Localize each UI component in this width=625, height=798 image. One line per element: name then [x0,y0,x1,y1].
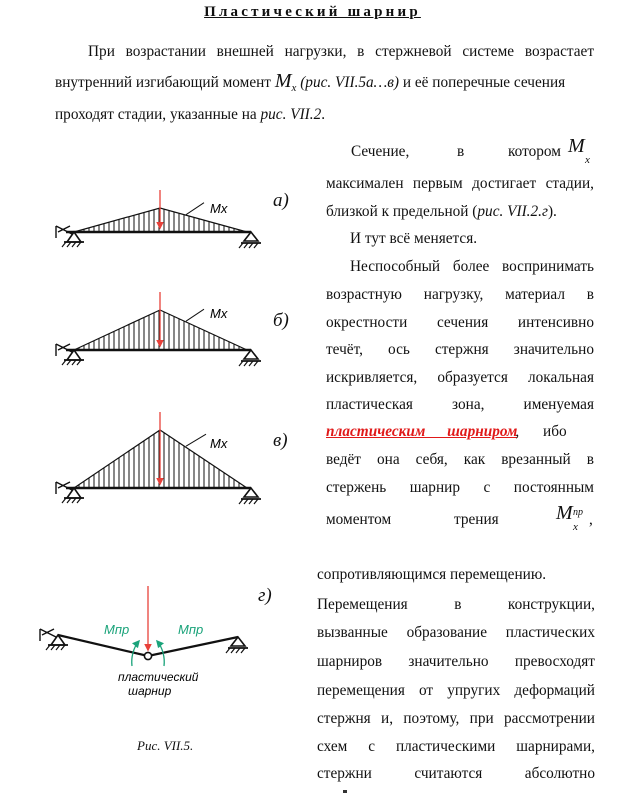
support-triangle [244,232,258,241]
right-line-13: стержень шарнир с постоянным [326,479,594,496]
lower-line-8: стержни считаются абсолютно [317,765,595,782]
mx-label-a: Mx [210,201,228,216]
support-triangle [244,350,258,359]
support-triangle [67,232,81,242]
beam-diagram-a [56,190,261,248]
lower-line-4: шарниров значительно превосходят [317,653,595,670]
right-line-8: течёт, ось стержня значительно [326,341,594,358]
beam-diagram-c [56,412,261,504]
mx-label-c: Mx [210,436,228,451]
right-line-6: возрастную нагрузку, материал в [326,286,594,303]
fig-label-b: б) [273,310,289,331]
right-line-11: пластическим шарниром, ибо [326,423,567,440]
beam-diagram-d [40,586,248,698]
support-triangle [244,488,258,497]
plastic-hinge-node [144,652,151,659]
hinge-label-2: шарнир [128,684,172,698]
intro-line-3: проходят стадии, указанные на рис. VII.2. [55,106,326,123]
right-line-12: ведёт она себя, как врезанный в [326,451,594,468]
right-line-10: пластическая зона, именуемая [326,396,594,413]
hinge-label-1: пластический [118,670,199,684]
right-line-3: близкой к предельной (рис. VII.2.г). [326,203,557,220]
page-title: Пластический шарнир [204,4,421,20]
intro-line-1: При возрастании внешней нагрузки, в стержневой системе возрастает [88,43,594,60]
intro-line-2: внутренний изгибающий момент $M_x$ (рис. VII.5а…в) и её поперечные сечения [55,70,566,94]
plastic-hinge-term: пластическим шарниром [326,423,518,440]
mpr-label-left: Mпр [104,622,130,637]
fig-label-c: в) [273,430,288,451]
beam-diagram-b [56,292,261,366]
pinned-support-left [40,629,68,650]
right-line-9: искривляется, образуется локальная [326,369,594,386]
lower-line-7: схем с пластическими шарнирами, [317,738,595,755]
lower-line-2: Перемещения в конструкции, [317,596,595,613]
right-line-5: Неспособный более воспринимать [350,258,594,275]
fig-label-a: а) [273,190,289,211]
mpr-label-right: Mпр [178,622,204,637]
lower-line-6: стержня и, поэтому, при рассмотрении [317,710,595,727]
cut-text-fragment [343,790,347,793]
right-line-7: окрестности сечения интенсивно [326,314,594,331]
fig-label-d: г) [258,585,272,606]
lower-line-1: сопротивляющимся перемещению. [317,566,547,583]
support-triangle [67,350,81,360]
mx-label-b: Mx [210,306,228,321]
lower-line-3: вызванные образование пластических [317,624,595,641]
right-line-2: максимален первым достигает стадии, [326,175,594,192]
support-triangle [67,488,81,498]
lower-line-5: перемещения от упругих деформаций [317,682,595,699]
right-line-4: И тут всё меняется. [350,230,478,247]
figure-caption: Рис. VII.5. [137,738,194,753]
